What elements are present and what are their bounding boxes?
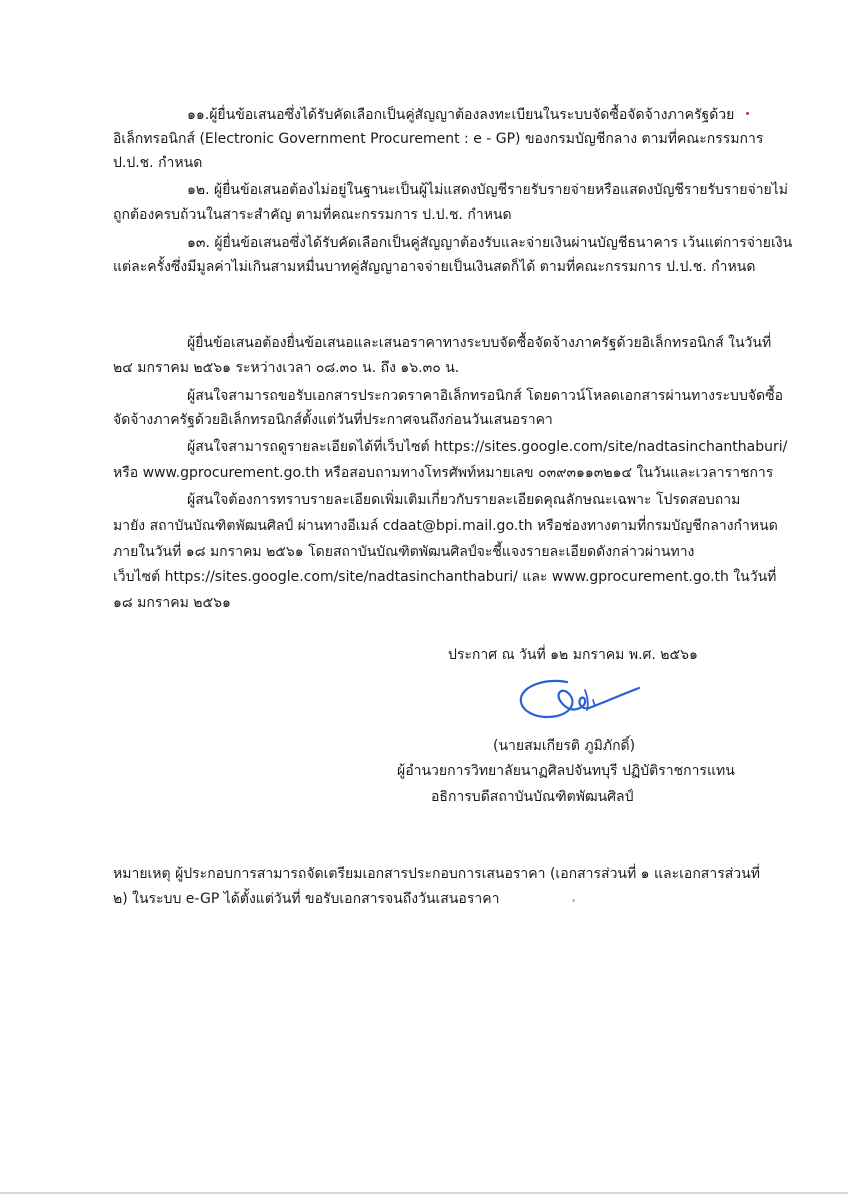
documents-line-1: ผู้สนใจสามารถขอรับเอกสารประกวดราคาอิเล็กทรอนิกส์ โดยดาวน์โหลดเอกสารผ่านทางระบบจัดซื้อ [187, 388, 784, 404]
signatory-title-1: ผู้อำนวยการวิทยาลัยนาฏศิลปจันทบุรี ปฏิบัติราชการแทน [397, 763, 735, 779]
item-12-line-2: ถูกต้องครบถ้วนในสาระสำคัญ ตามที่คณะกรรมการ ป.ป.ช. กำหนด [113, 207, 512, 223]
item-11-line-1: ๑๑.ผู้ยื่นข้อเสนอซึ่งได้รับคัดเลือกเป็นคู่สัญญาต้องลงทะเบียนในระบบจัดซื้อจัดจ้างภาครัฐด้วย [187, 107, 735, 123]
website-line-1: ผู้สนใจสามารถดูรายละเอียดได้ที่เว็บไซต์ https://sites.google.com/site/nadtasinchanthaburi/ [187, 439, 788, 455]
item-12-line-1: ๑๒. ผู้ยื่นข้อเสนอต้องไม่อยู่ในฐานะเป็นผู้ไม่แสดงบัญชีรายรับรายจ่ายหรือแสดงบัญชีรายรับรายจ่ายไม่ [187, 182, 789, 198]
website-line-2: หรือ www.gprocurement.go.th หรือสอบถามทางโทรศัพท์หมายเลข ๐๓๙๓๑๑๓๒๑๔ ในวันและเวลาราชการ [113, 465, 774, 481]
signatory-title-2: อธิการบดีสถาบันบัณฑิตพัฒนศิลป์ [431, 789, 634, 805]
scan-edge-line [0, 1192, 848, 1194]
inquiry-line-4: เว็บไซต์ https://sites.google.com/site/nadtasinchanthaburi/ และ www.gprocurement.go.th ในวันที่ [113, 569, 777, 585]
inquiry-line-3: ภายในวันที่ ๑๘ มกราคม ๒๕๖๑ โดยสถาบันบัณฑิตพัฒนศิลป์จะชี้แจงรายละเอียดดังกล่าวผ่านทาง [113, 544, 695, 560]
announcement-date: ประกาศ ณ วันที่ ๑๒ มกราคม พ.ศ. ๒๕๖๑ [448, 647, 698, 663]
remark-line-2: ๒) ในระบบ e-GP ได้ตั้งแต่วันที่ ขอรับเอกสารจนถึงวันเสนอราคา [113, 891, 500, 907]
item-13-line-1: ๑๓. ผู้ยื่นข้อเสนอซึ่งได้รับคัดเลือกเป็นคู่สัญญาต้องรับและจ่ายเงินผ่านบัญชีธนาคาร เว้นแต่การจ่ายเงิน [187, 235, 793, 251]
inquiry-line-5: ๑๘ มกราคม ๒๕๖๑ [113, 595, 231, 611]
scan-speck [746, 112, 749, 115]
scan-speck [572, 899, 575, 902]
documents-line-2: จัดจ้างภาครัฐด้วยอิเล็กทรอนิกส์ตั้งแต่วันที่ประกาศจนถึงก่อนวันเสนอราคา [113, 412, 553, 428]
remark-line-1: หมายเหตุ ผู้ประกอบการสามารถจัดเตรียมเอกสารประกอบการเสนอราคา (เอกสารส่วนที่ ๑ และเอกสารส่วนที่ [113, 866, 760, 882]
item-11-line-3: ป.ป.ช. กำหนด [113, 155, 203, 171]
item-13-line-2: แต่ละครั้งซึ่งมีมูลค่าไม่เกินสามหมื่นบาทคู่สัญญาอาจจ่ายเป็นเงินสดก็ได้ ตามที่คณะกรรมการ ป.ป.ช. กำหนด [113, 259, 756, 275]
inquiry-line-2: มายัง สถาบันบัณฑิตพัฒนศิลป์ ผ่านทางอีเมล์ cdaat@bpi.mail.go.th หรือช่องทางตามที่กรมบัญชีกลางกำหนด [113, 518, 778, 534]
submission-line-2: ๒๔ มกราคม ๒๕๖๑ ระหว่างเวลา ๐๘.๓๐ น. ถึง ๑๖.๓๐ น. [113, 360, 460, 376]
submission-line-1: ผู้ยื่นข้อเสนอต้องยื่นข้อเสนอและเสนอราคาทางระบบจัดซื้อจัดจ้างภาครัฐด้วยอิเล็กทรอนิกส์ ในวันที่ [187, 335, 772, 351]
signatory-name: (นายสมเกียรติ ภูมิภักดิ์) [493, 738, 636, 754]
signature-image [515, 672, 645, 734]
item-11-line-2: อิเล็กทรอนิกส์ (Electronic Government Procurement : e - GP) ของกรมบัญชีกลาง ตามที่คณะกรรมการ [113, 131, 764, 147]
inquiry-line-1: ผู้สนใจต้องการทราบรายละเอียดเพิ่มเติมเกี่ยวกับรายละเอียดคุณลักษณะเฉพาะ โปรดสอบถาม [187, 492, 741, 508]
